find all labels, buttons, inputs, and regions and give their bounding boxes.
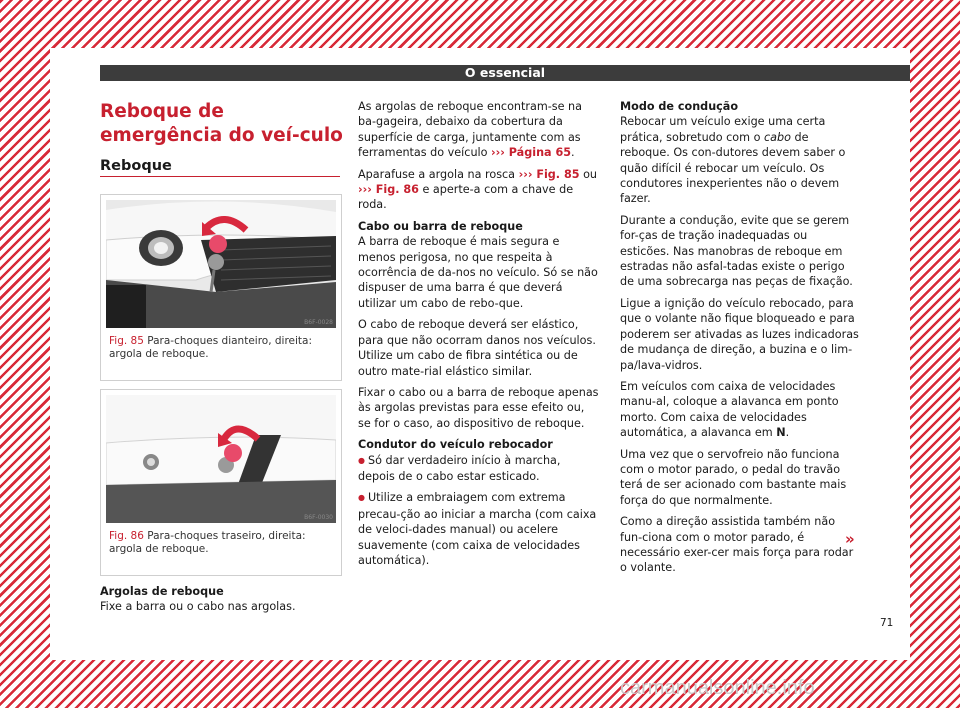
section-header: O essencial — [100, 65, 910, 81]
bullet-item: ● Utilize a embraiagem com extrema precau-ção ao iniciar a marcha (com caixa de veloci-dades manual) ou acelere suavemente (com caixa de velocidades automática). — [358, 490, 600, 568]
paragraph: A barra de reboque é mais segura e menos perigosa, no que respeita à ocorrência de da-nos no veículo. Só se não dispuser de uma barra é que deverá utilizar um cabo de rebo-que. — [358, 235, 598, 310]
paragraph: Em veículos com caixa de velocidades manu-al, coloque a alavanca em ponto morto. Com caixa de velocidades automática, a alavanca em N. — [620, 379, 839, 440]
figure-code: B6F-0030 — [304, 514, 333, 521]
paragraph: Durante a condução, evite que se gerem for-ças de tração inadequadas ou esticões. Nas manobras de reboque em estradas não asfal-tadas existe o perigo de uma sobrecarga nas peças de fixação. — [620, 213, 853, 289]
watermark-text: carmanualsonline.info — [620, 677, 815, 699]
middle-column — [358, 99, 600, 574]
manual-page — [50, 48, 910, 660]
figure-86 — [100, 389, 342, 576]
bullet-item: ● Só dar verdadeiro início à marcha, depois de o cabo estar esticado. — [358, 453, 600, 485]
subsection-heading: Cabo ou barra de reboque — [358, 219, 523, 233]
paragraph: O cabo de reboque deverá ser elástico, para que não ocorram danos nos veículos. Utilize um cabo de fibra sintética ou de outro mate-rial elástico similar. — [358, 318, 596, 378]
figure-label[interactable]: Fig. 85 — [109, 335, 144, 347]
rear-bumper-drawing — [106, 395, 336, 523]
subtitle-rule — [100, 176, 340, 177]
figure-code: B6F-0028 — [304, 319, 333, 326]
figure-link[interactable]: ››› Fig. 86 — [358, 183, 419, 197]
gear-position-N: N — [776, 426, 786, 440]
subsection-heading: Modo de condução — [620, 100, 739, 113]
figure-caption — [109, 530, 335, 556]
rear-bumper-illustration — [106, 395, 336, 523]
subsection-heading: Condutor do veículo rebocador — [358, 438, 553, 452]
paragraph: As argolas de reboque encontram-se na ba-gageira, debaixo da cobertura da superfície de carga, juntamente com as ferramentas do veículo ››› Página 65. — [358, 100, 582, 160]
front-bumper-illustration — [106, 200, 336, 328]
right-column — [620, 99, 860, 582]
section-subtitle: Reboque — [100, 158, 172, 174]
paragraph: Uma vez que o servofreio não funciona com o motor parado, o pedal do travão terá de ser acionado com bastante mais força do que normalmente. — [620, 447, 847, 507]
figure-85 — [100, 194, 342, 381]
subsection-heading: Argolas de reboque — [100, 585, 224, 598]
page-link[interactable]: ››› Página 65 — [491, 146, 572, 160]
front-bumper-drawing — [106, 200, 336, 328]
page-title: Reboque de emergência do veí-culo — [100, 101, 343, 146]
figure-label[interactable]: Fig. 86 — [109, 530, 144, 542]
figure-link[interactable]: ››› Fig. 85 — [518, 167, 580, 181]
page-number: 71 — [880, 617, 894, 629]
paragraph: Fixar o cabo ou a barra de reboque apenas às argolas previstas para esse efeito ou, se for o caso, ao dispositivo de reboque. — [358, 385, 599, 430]
paragraph: Como a direção assistida também não fun-ciona com o motor parado, é necessário exer-cer mais força para rodar o volante. — [620, 515, 854, 575]
paragraph: Fixe a barra ou o cabo nas argolas. — [100, 600, 296, 614]
continued-icon: » — [845, 530, 855, 548]
paragraph: Aparafuse a argola na rosca ››› Fig. 85 ou ››› Fig. 86 e aperte-a com a chave de roda. — [358, 167, 598, 212]
left-column — [100, 584, 340, 621]
paragraph: Ligue a ignição do veículo rebocado, para que o volante não fique bloqueado e para poderem ser ativadas as luzes indicadoras de mudança de direção, a buzina e o lim-pa/lava-vidros. — [620, 296, 859, 372]
figure-caption-text: Para-choques dianteiro, direita: argola de reboque. — [109, 335, 313, 360]
figure-caption-text: Para-choques traseiro, direita: argola de reboque. — [109, 530, 306, 555]
italic-term: cabo — [764, 130, 791, 144]
figure-caption — [109, 335, 335, 361]
paragraph: Rebocar um veículo exige uma certa prática, sobretudo com o cabo de reboque. Os con-dutores devem saber o quão difícil é rebocar um veículo. Os condutores inexperientes não o devem fazer. — [620, 115, 846, 206]
